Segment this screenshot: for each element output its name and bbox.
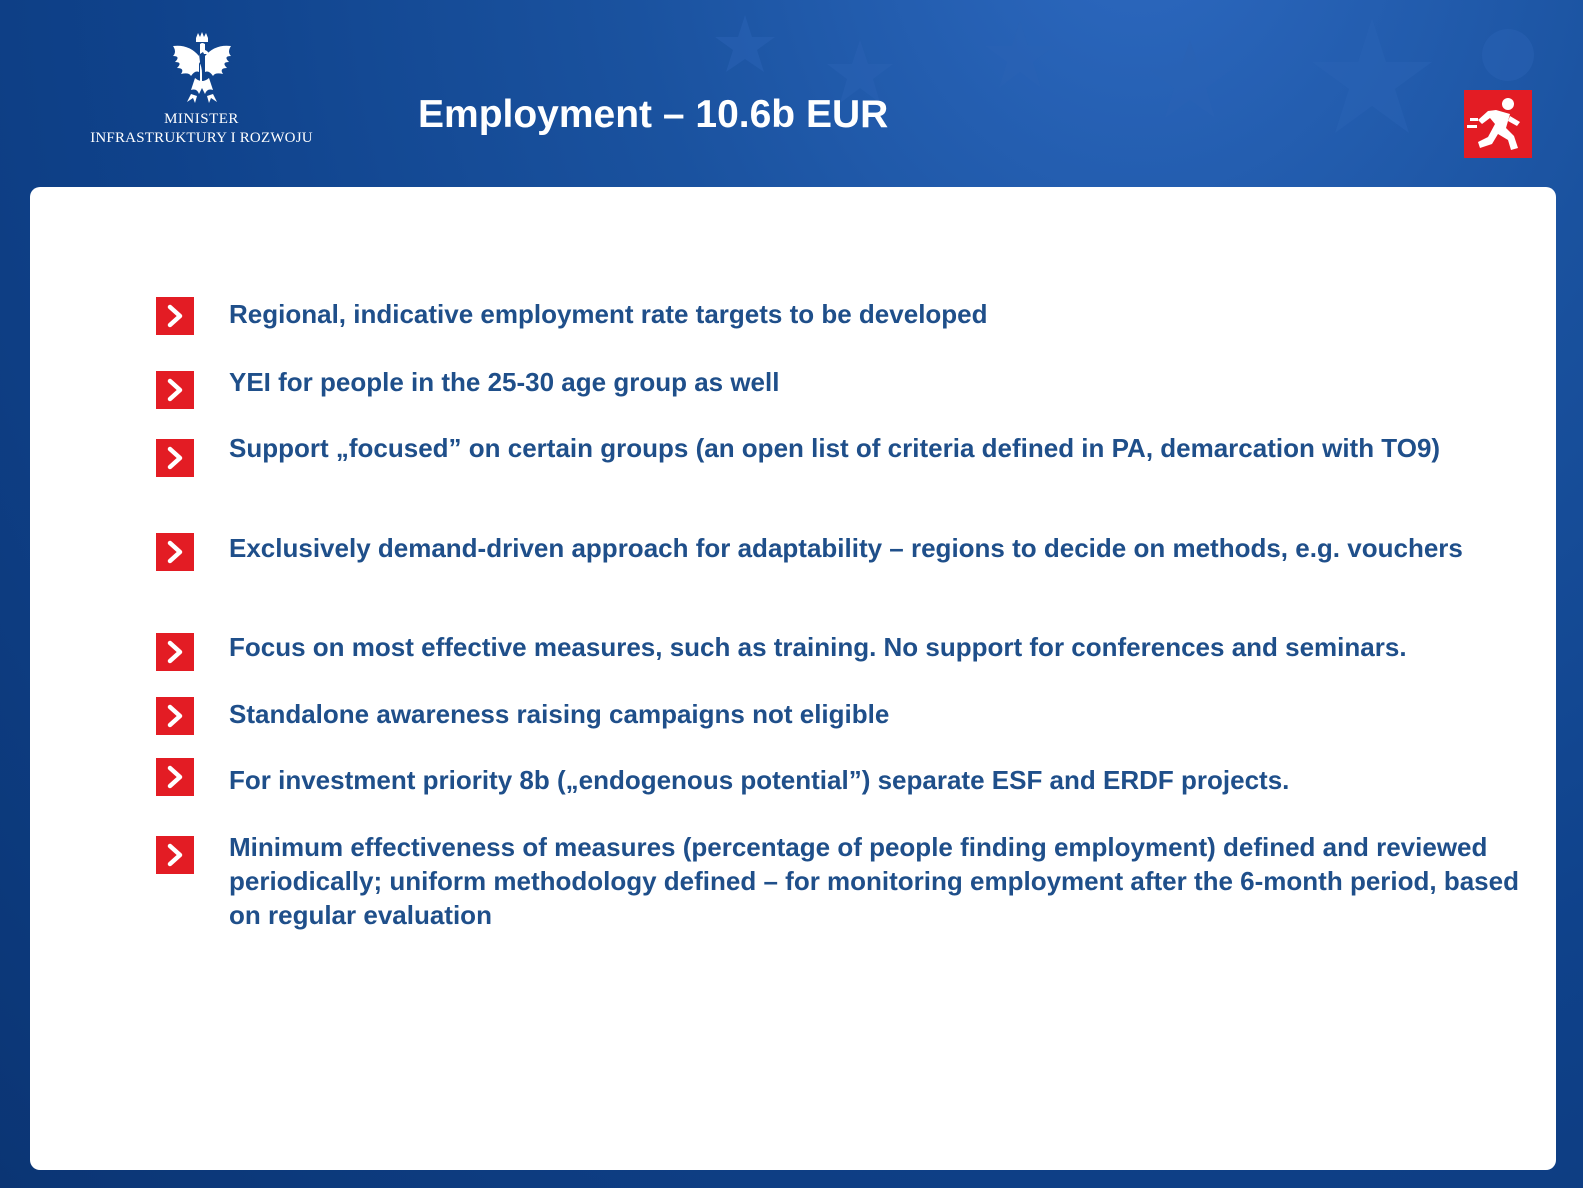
chevron-right-icon — [156, 371, 194, 409]
logo-line-1: MINISTER — [164, 111, 239, 127]
bullet-text: Regional, indicative employment rate targets to be developed — [229, 299, 988, 329]
bullet-text: Standalone awareness raising campaigns not eligible — [229, 699, 890, 729]
content-card — [30, 187, 1556, 1170]
bullet-text: Support „focused” on certain groups (an open list of criteria defined in PA, demarcation with TO9) — [229, 433, 1441, 463]
running-person-icon — [1464, 90, 1532, 158]
bullet-text: YEI for people in the 25-30 age group as well — [229, 367, 780, 397]
bullet-text: For investment priority 8b („endogenous potential”) separate ESF and ERDF projects. — [229, 765, 1290, 795]
chevron-right-icon — [156, 758, 194, 796]
white-eagle-emblem-icon — [167, 32, 237, 104]
chevron-right-icon — [156, 439, 194, 477]
bullet-list — [30, 187, 1556, 1170]
runner-badge — [1464, 90, 1532, 158]
chevron-right-icon — [156, 836, 194, 874]
bullet-text: Focus on most effective measures, such as training. No support for conferences and seminars. — [229, 632, 1407, 662]
logo-line-2: INFRASTRUKTURY I ROZWOJU — [90, 130, 313, 146]
bullet-text: Exclusively demand-driven approach for adaptability – regions to decide on methods, e.g. vouchers — [229, 533, 1463, 563]
ministry-logo — [64, 32, 339, 148]
page-title: Employment – 10.6b EUR — [418, 93, 889, 136]
chevron-right-icon — [156, 533, 194, 571]
chevron-right-icon — [156, 697, 194, 735]
bullet-text: Minimum effectiveness of measures (percentage of people finding employment) defined and reviewed periodically; uniform methodology defined – for monitoring employment after the 6-month period, based on regular evaluation — [229, 832, 1519, 930]
chevron-right-icon — [156, 297, 194, 335]
chevron-right-icon — [156, 633, 194, 671]
